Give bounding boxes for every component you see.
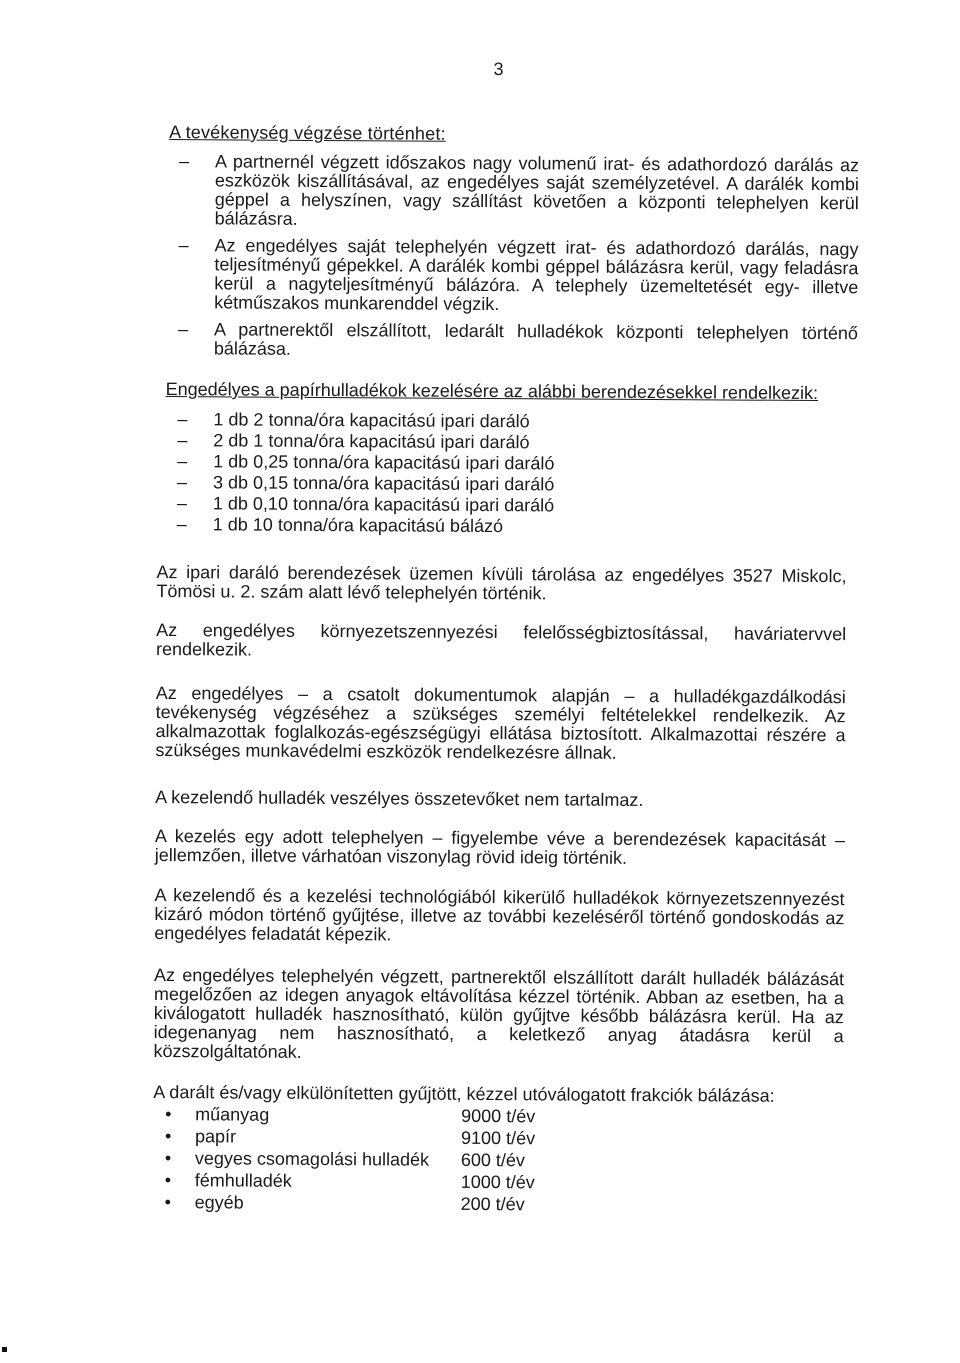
fraction-amount: 200 t/év [460, 1193, 525, 1215]
activity-heading: A tevékenység végzése történhet: [169, 122, 446, 144]
list-item: – 1 db 2 tonna/óra kapacitású ipari daráló [177, 410, 677, 432]
storage-paragraph: Az ipari daráló berendezések üzemen kívüli tárolása az engedélyes 3527 Miskolc, Tömösi u. 2. szám alatt lévő telephelyén történik. [156, 561, 847, 604]
list-item: – 1 db 10 tonna/óra kapacitású bálázó [177, 515, 677, 537]
list-item: – 1 db 0,10 tonna/óra kapacitású ipari daráló [177, 494, 677, 516]
fraction-amount: 600 t/év [460, 1149, 526, 1171]
bullet-icon: • [164, 1170, 172, 1191]
bullet-icon: • [164, 1192, 172, 1213]
fraction-amount: 9100 t/év [460, 1127, 536, 1149]
treatment-site-paragraph: A kezelés egy adott telephelyen – figyelembe véve a berendezések kapacitását – jellemzően, illetve várhatóan viszonylag rövid ideig történik. [154, 825, 845, 868]
scan-artifact [2, 1347, 7, 1352]
fraction-name: papír [194, 1126, 237, 1147]
fraction-name: fémhulladék [194, 1170, 292, 1191]
fraction-amount: 9000 t/év [461, 1105, 536, 1127]
fractions-list [165, 1105, 586, 1218]
fraction-amount: 1000 t/év [460, 1171, 535, 1193]
fraction-name: műanyag [195, 1104, 270, 1125]
bullet-icon: • [165, 1104, 172, 1125]
sorting-paragraph: Az engedélyes telephelyén végzett, partnerektől elszállított darált hulladék bálázását megelőzően az idegen anyagok eltávolítása kézzel történik. Abban az esetben, ha a kiválogatott hulladék hasznosítható, külön gyűjtve később bálázásra kerül. Ha az idegenanyag nem hasznosítható, a keletkező anyag átadásra kerül a közszolgáltatónak. [153, 964, 845, 1062]
insurance-paragraph: Az engedélyes környezetszennyezési felelősségbiztosítással, haváriatervvel rendelkezik. [155, 619, 847, 660]
hazardous-paragraph: A kezelendő hulladék veszélyes összetevőket nem tartalmaz. [155, 786, 644, 810]
fraction-name: vegyes csomagolási hulladék [194, 1148, 430, 1170]
equipment-list [177, 410, 678, 539]
fractions-intro: A darált és/vagy elkülönítetten gyűjtött, kézzel utóválogatott frakciók bálázása: [153, 1081, 775, 1106]
staff-paragraph: Az engedélyes – a csatolt dokumentumok alapján – a hulladékgazdálkodási tevékenység végzéséhez a szükséges személyi feltételekkel rendelkezik. Az alkalmazottak foglalkozás-egészségügyi ellátása biztosított. Alkalmazottai részére a szükséges munkavédelmi eszközök rendelkezésre állnak. [155, 682, 846, 763]
list-item: – Az engedélyes saját telephelyén végzett irat- és adathordozó darálás, nagy teljesítményű gépekkel. A darálék kombi géppel bálázásra kerül, vagy feladásra kerül a nagyteljesítményű bálázóra. A telephely üzemeltetését egy- illetve kétműszakos munkarenddel végzik. [178, 236, 858, 316]
page-number: 3 [493, 59, 504, 80]
equipment-heading: Engedélyes a papírhulladékok kezelésére az alábbi berendezésekkel rendelkezik: [165, 379, 819, 404]
bullet-icon: • [164, 1148, 172, 1169]
list-item: – 3 db 0,15 tonna/óra kapacitású ipari daráló [177, 473, 677, 495]
list-item [165, 1193, 585, 1218]
list-item: – 1 db 0,25 tonna/óra kapacitású ipari daráló [177, 452, 677, 474]
bullet-icon: • [164, 1126, 172, 1147]
list-item: – A partnerektől elszállított, ledarált hulladékok központi telephelyen történő bálázása. [178, 320, 858, 362]
activity-list [178, 152, 859, 370]
list-item: – A partnernél végzett időszakos nagy volumenű irat- és adathordozó darálás az eszközök kiszállításával, az engedélyes saját személyzetével. A darálék kombi géppel a helyszínen, vagy szállítást követően a központi telephelyen kerül bálázásra. [179, 152, 859, 232]
pollution-paragraph: A kezelendő és a kezelési technológiából kikerülő hulladékok környezetszennyezést kizáró módon történő gyűjtése, illetve az további kezeléséről történő gondoskodás az engedélyes feladatát képezik. [154, 884, 845, 945]
fraction-name: egyéb [194, 1192, 244, 1213]
list-item: – 2 db 1 tonna/óra kapacitású ipari daráló [177, 431, 677, 453]
